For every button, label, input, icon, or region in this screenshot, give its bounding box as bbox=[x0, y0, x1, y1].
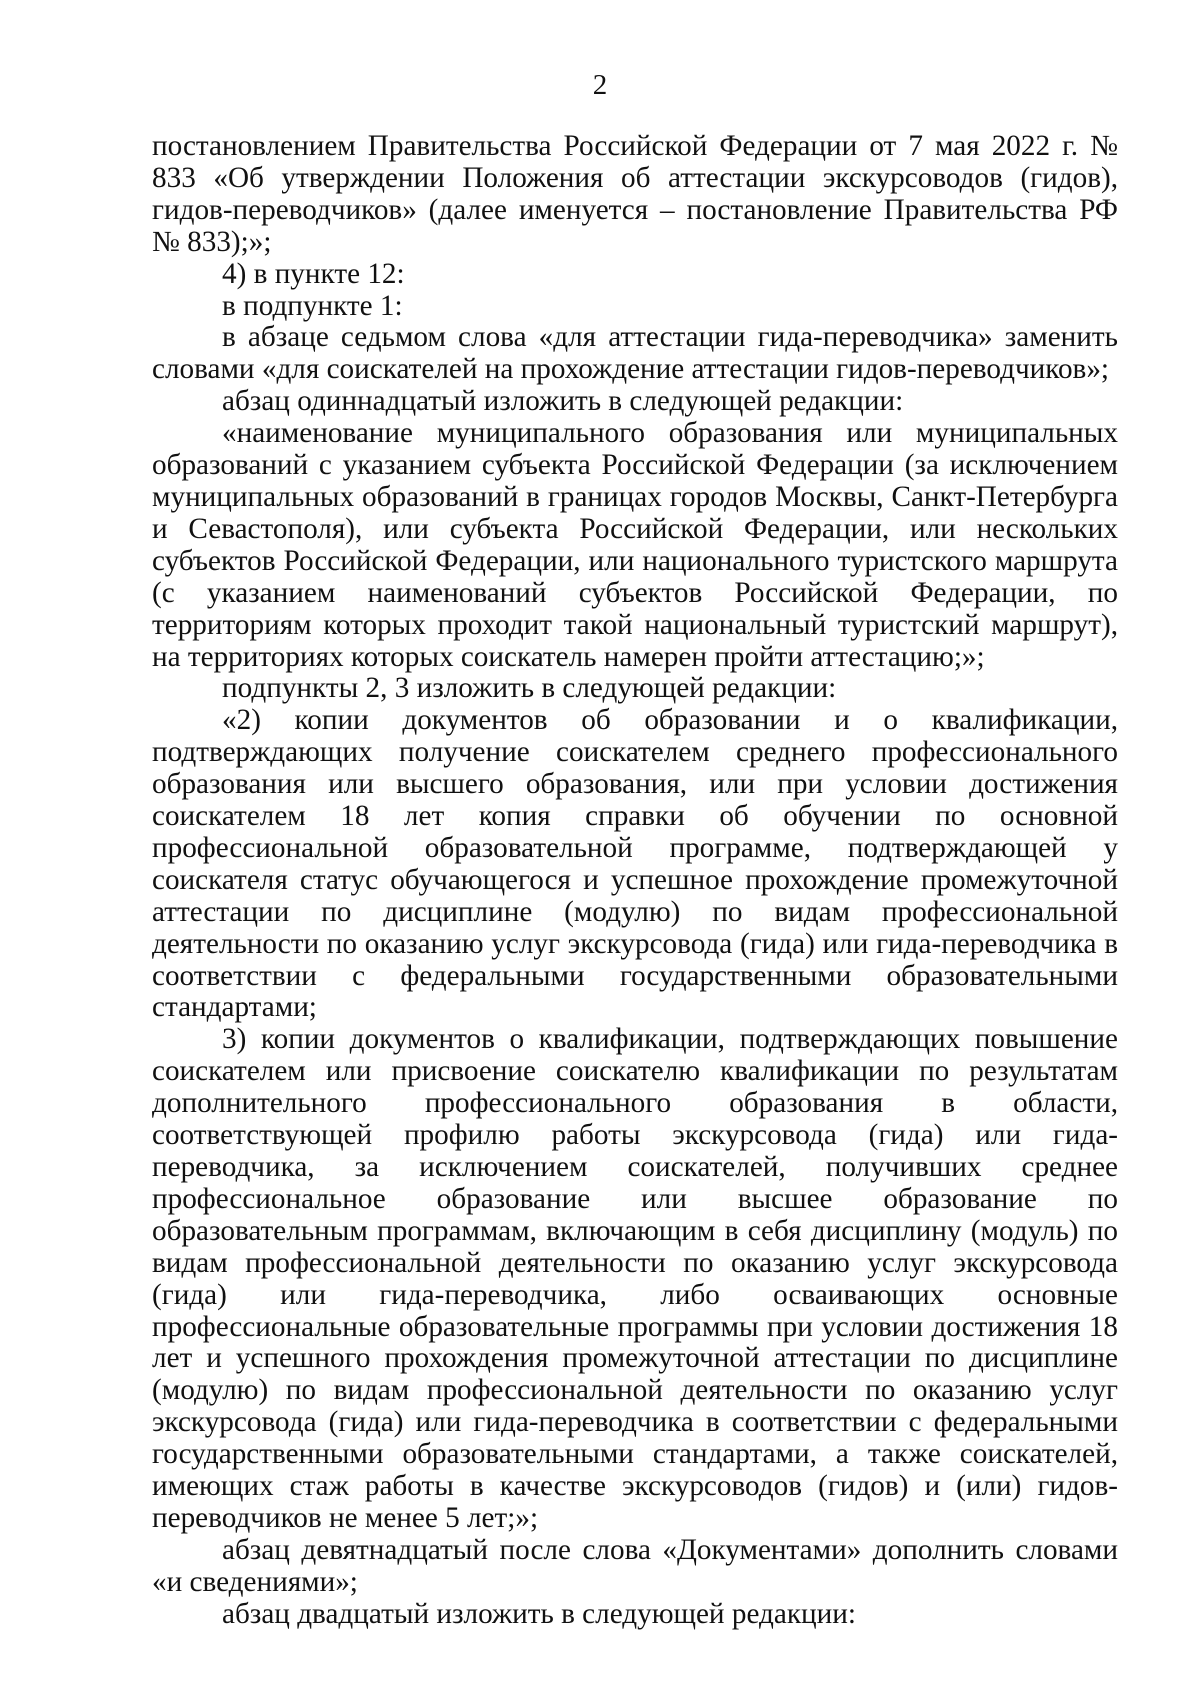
paragraph-quoted-name: «наименование муниципального образования или муниципальных образований с указанием субъекта Российской Федерации (за исключением муниципальных образований в границах городов Москвы, Санкт-Петербурга и Севастополя), или субъекта Российской Федерации, или нескольких субъектов Российской Федерации, или национального туристского маршрута (с указанием наименований субъектов Российской Федерации, по территориям которых проходит такой национальный туристский маршрут), на территориях которых соискатель намерен пройти аттестацию;»; bbox=[152, 417, 1118, 673]
paragraph-amendment-twentieth: абзац двадцатый изложить в следующей редакции: bbox=[222, 1597, 856, 1630]
paragraph-amendment-seventh: в абзаце седьмом слова «для аттестации гида-переводчика» заменить словами «для соискателей на прохождение аттестации гидов-переводчиков»; bbox=[152, 321, 1118, 386]
paragraph-quoted-subitem-2: «2) копии документов об образовании и о квалификации, подтверждающих получение соискателем среднего профессионального образования или высшего образования, или при условии достижения соискателем 18 лет копия справки об обучении по основной профессиональной образовательной программе, подтверждающей у соискателя статус обучающегося и успешное прохождение промежуточной аттестации по дисциплине (модулю) по видам профессиональной деятельности по оказанию услуг экскурсовода (гида) или гида-переводчика в соответствии с федеральными государственными образовательными стандартами; bbox=[152, 704, 1118, 1024]
paragraph-amendment-nineteenth: абзац девятнадцатый после слова «Документами» дополнить словами «и сведениями»; bbox=[152, 1533, 1118, 1598]
page-number: 2 bbox=[592, 69, 608, 101]
paragraph-subitems-2-3: подпункты 2, 3 изложить в следующей редакции: bbox=[222, 672, 837, 705]
paragraph-subitem-1: в подпункте 1: bbox=[222, 289, 403, 322]
paragraph-continuation: постановлением Правительства Российской Федерации от 7 мая 2022 г. № 833 «Об утверждении Положения об аттестации экскурсоводов (гидов), гидов-переводчиков» (далее именуется – постановление Правительства РФ № 833);»; bbox=[152, 130, 1118, 258]
paragraph-quoted-subitem-3: 3) копии документов о квалификации, подтверждающих повышение соискателем или присвоение соискателю квалификации по результатам дополнительного профессионального образования в области, соответствующей профилю работы экскурсовода (гида) или гида-переводчика, за исключением соискателей, получивших среднее профессиональное образование или высшее образование по образовательным программам, включающим в себя дисциплину (модуль) по видам профессиональной деятельности по оказанию услуг экскурсовода (гида) или гида-переводчика, либо осваивающих основные профессиональные образовательные программы при условии достижения 18 лет и успешного прохождения промежуточной аттестации по дисциплине (модулю) по видам профессиональной деятельности по оказанию услуг экскурсовода (гида) или гида-переводчика в соответствии с федеральными государственными образовательными стандартами, а также соискателей, имеющих стаж работы в качестве экскурсоводов (гидов) и (или) гидов-переводчиков не менее 5 лет;»; bbox=[152, 1023, 1118, 1534]
paragraph-amendment-eleventh: абзац одиннадцатый изложить в следующей редакции: bbox=[222, 385, 904, 418]
document-body bbox=[152, 131, 1118, 1631]
paragraph-item-4: 4) в пункте 12: bbox=[222, 257, 405, 290]
